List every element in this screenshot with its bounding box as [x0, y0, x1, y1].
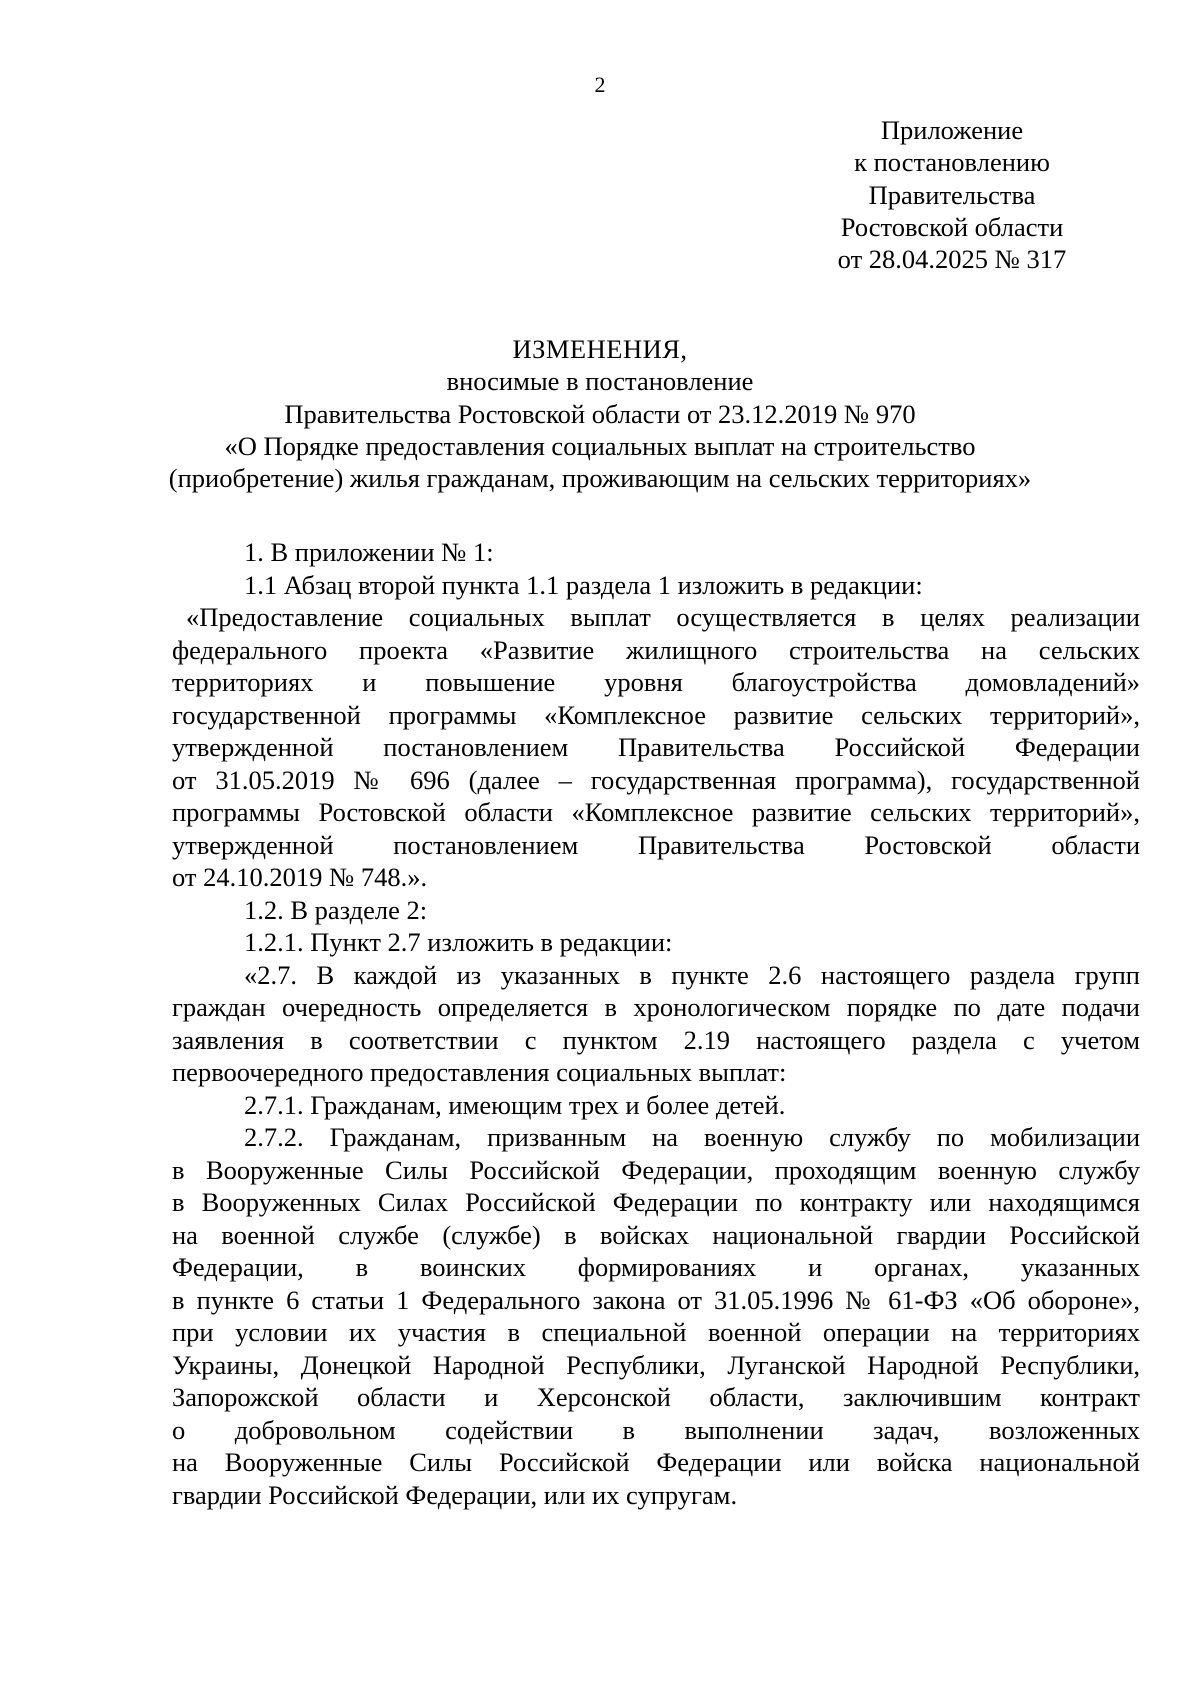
approval-line: к постановлению — [854, 147, 1050, 178]
approval-line: Ростовской области — [840, 211, 1064, 242]
paragraph-line: федерального проекта «Развитие жилищного строительства на сельских — [172, 634, 1140, 665]
approval-line: Правительства — [868, 179, 1036, 210]
paragraph-line: Федерации, в воинских формированиях и органах, указанных — [172, 1252, 1140, 1282]
page-number: 2 — [594, 72, 606, 97]
paragraph-line: при условии их участия в специальной военной операции на территориях — [172, 1317, 1140, 1347]
paragraph-line: государственной программы «Комплексное развитие сельских территорий», — [172, 699, 1140, 730]
paragraph-line: заявления в соответствии с пунктом 2.19 настоящего раздела с учетом — [172, 1024, 1140, 1055]
document-heading — [140, 333, 1060, 494]
paragraph-line: утвержденной постановлением Правительства Ростовской области — [172, 829, 1140, 860]
approval-block — [712, 114, 1192, 275]
paragraph-line: Запорожской области и Херсонской области, заключившим контракт — [172, 1382, 1140, 1412]
paragraph-line: на военной службе (службе) в войсках национальной гвардии Российской — [172, 1219, 1140, 1250]
paragraph-line: «2.7. В каждой из указанных в пункте 2.6 настоящего раздела групп — [244, 959, 1140, 990]
paragraph-line: территориях и повышение уровня благоустройства домовладений» — [172, 667, 1140, 697]
paragraph-line: в Вооруженных Силах Российской Федерации по контракту или находящимся — [172, 1187, 1140, 1217]
heading-line: (приобретение) жилья гражданам, проживающим на сельских территориях» — [168, 463, 1032, 494]
paragraph-line: о добровольном содействии в выполнении задач, возложенных — [172, 1414, 1140, 1445]
paragraph-line: от 24.10.2019 № 748.». — [172, 862, 428, 892]
paragraph-line: на Вооруженные Силы Российской Федерации или войска национальной — [172, 1447, 1140, 1477]
heading-line: вносимые в постановление — [446, 366, 754, 397]
paragraph-line: 1.2. В разделе 2: — [244, 894, 428, 925]
paragraph-line: в пункте 6 статьи 1 Федерального закона от 31.05.1996 № 61-ФЗ «Об обороне», — [172, 1284, 1140, 1315]
paragraph-line: граждан очередность определяется в хронологическом порядке по дате подачи — [172, 992, 1140, 1022]
paragraph-line: Украины, Донецкой Народной Республики, Луганской Народной Республики, — [172, 1349, 1140, 1380]
paragraph-line: «Предоставление социальных выплат осуществляется в целях реализации — [186, 602, 1140, 632]
document-title: ИЗМЕНЕНИЯ, — [512, 334, 688, 364]
paragraph-line: в Вооруженные Силы Российской Федерации, проходящим военную службу — [172, 1154, 1140, 1185]
document-body — [172, 536, 1140, 1511]
paragraph-line: 1. В приложении № 1: — [244, 537, 494, 567]
paragraph-line: 2.7.1. Гражданам, имеющим трех и более детей. — [244, 1089, 786, 1120]
paragraph-line: утвержденной постановлением Правительства Российской Федерации — [172, 732, 1140, 762]
paragraph-line: гвардии Российской Федерации, или их супругам. — [172, 1479, 738, 1510]
paragraph-line: 1.1 Абзац второй пункта 1.1 раздела 1 изложить в редакции: — [244, 569, 923, 600]
paragraph-line: от 31.05.2019 № 696 (далее – государственная программа), государственной — [172, 764, 1140, 795]
paragraph-line: первоочередного предоставления социальных выплат: — [172, 1057, 787, 1087]
approval-line: Приложение — [880, 115, 1024, 145]
heading-line: Правительства Ростовской области от 23.12.2019 № 970 — [284, 398, 916, 429]
paragraph-line: программы Ростовской области «Комплексное развитие сельских территорий», — [172, 797, 1140, 827]
approval-line: от 28.04.2025 № 317 — [837, 244, 1067, 275]
paragraph-line: 1.2.1. Пункт 2.7 изложить в редакции: — [244, 927, 673, 957]
heading-line: «О Порядке предоставления социальных выплат на строительство — [224, 430, 976, 461]
paragraph-line: 2.7.2. Гражданам, призванным на военную службу по мобилизации — [244, 1122, 1140, 1152]
